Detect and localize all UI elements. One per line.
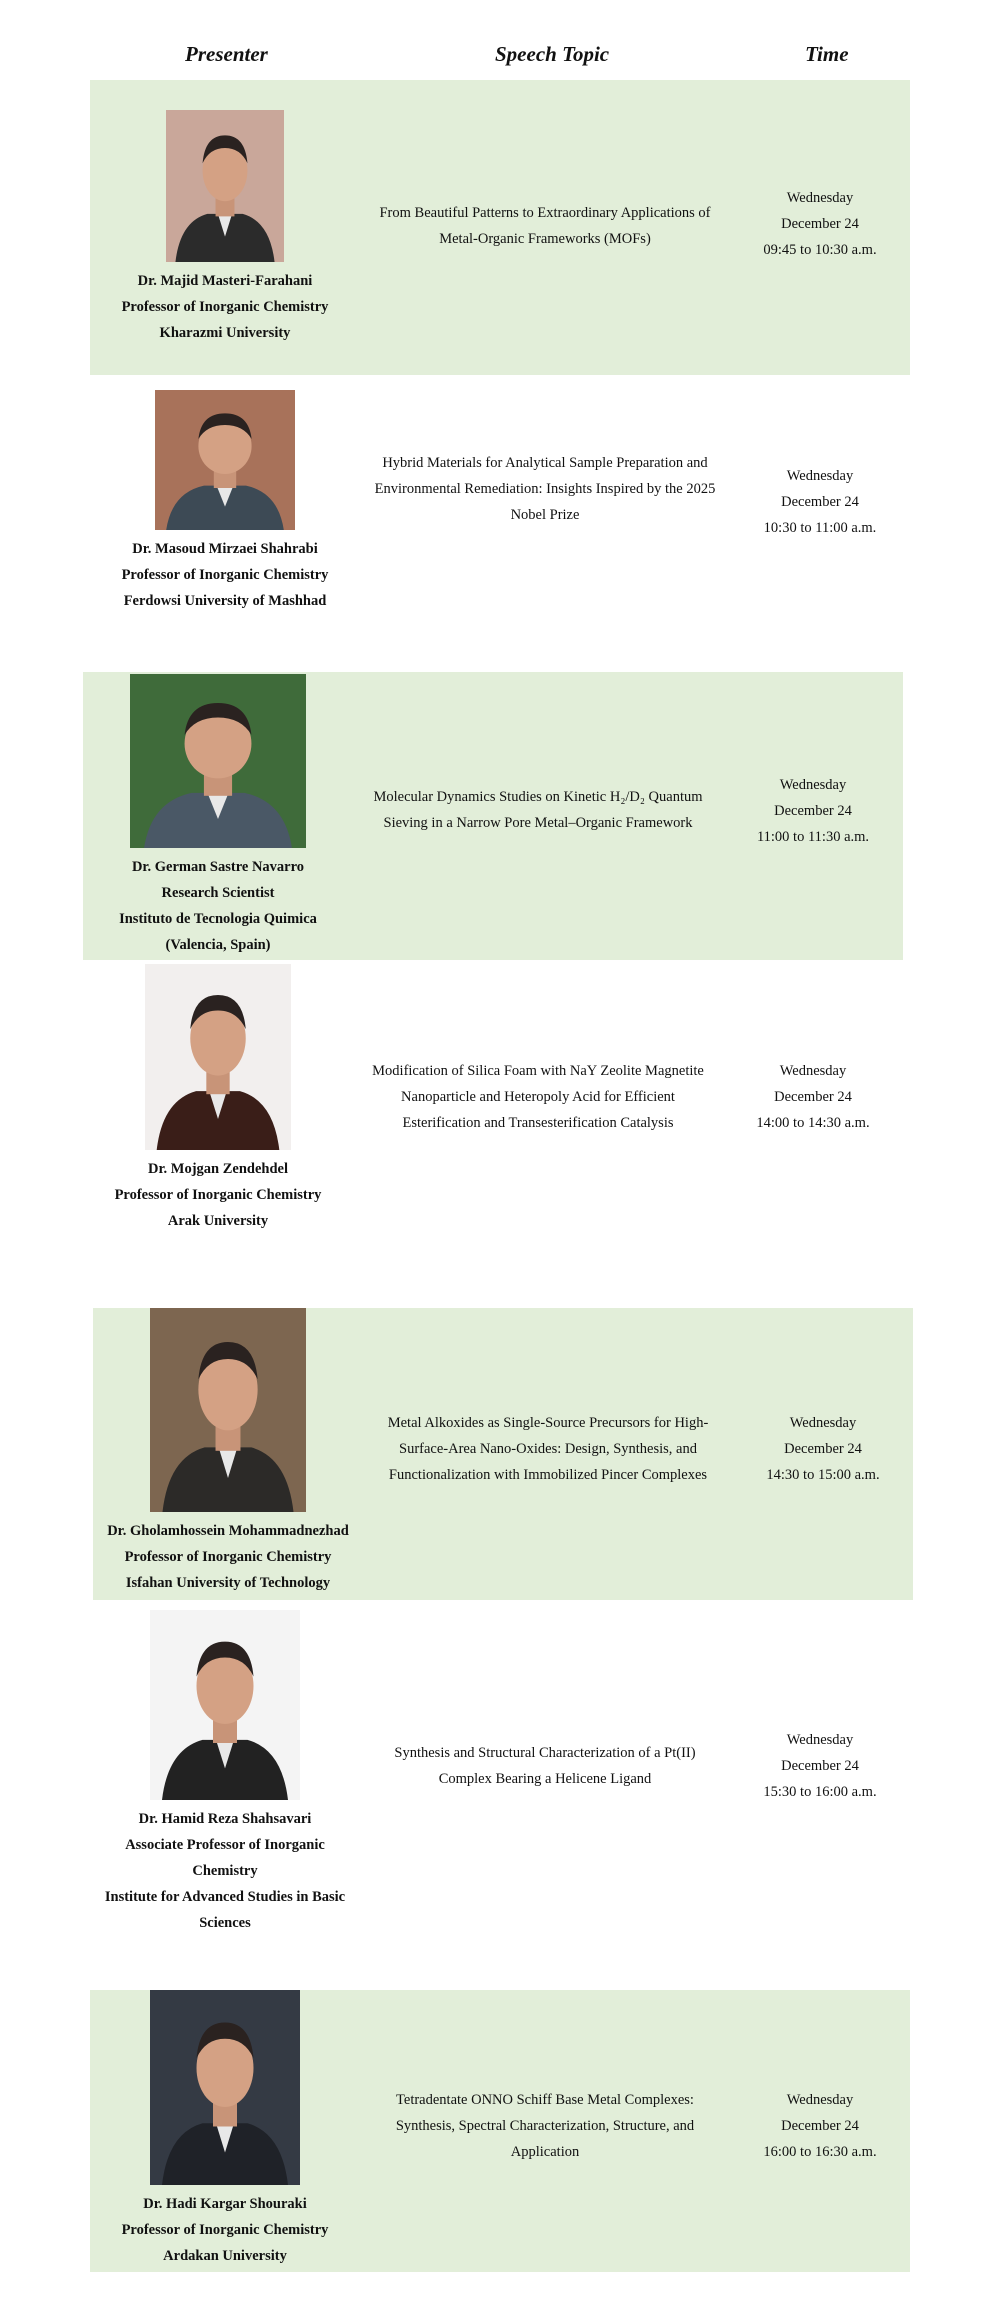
speech-topic-line: Tetradentate ONNO Schiff Base Metal Complexes: [396, 2092, 694, 2108]
time-slot: 14:00 to 14:30 a.m. [756, 1115, 870, 1131]
speech-topic-line: From Beautiful Patterns to Extraordinary Applications of [379, 205, 711, 221]
table-row [90, 378, 910, 648]
table-header [90, 36, 910, 81]
presenter-role: Professor of Inorganic Chemistry [121, 2222, 329, 2238]
presenter-info [83, 854, 353, 958]
time-slot: 15:30 to 16:00 a.m. [763, 1784, 877, 1800]
speech-topic-line: Surface-Area Nano-Oxides: Design, Synthesis, and [399, 1441, 697, 1457]
presenter-name: Dr. Masoud Mirzaei Shahrabi [132, 541, 318, 557]
speech-topic [365, 2087, 725, 2165]
presenter-photo [130, 674, 306, 848]
time-slot: 16:00 to 16:30 a.m. [763, 2144, 877, 2160]
presenter-info [90, 536, 360, 614]
presenter-info [83, 1156, 353, 1234]
presenter-name: Dr. Mojgan Zendehdel [147, 1161, 289, 1177]
speech-topic-line: Hybrid Materials for Analytical Sample Preparation and [382, 455, 708, 471]
presenter-role: Professor of Inorganic Chemistry [114, 1187, 322, 1203]
presenter-name: Dr. Majid Masteri-Farahani [137, 273, 313, 289]
time-date: December 24 [774, 803, 852, 819]
portrait-graphic [166, 110, 284, 262]
portrait-graphic [150, 1610, 300, 1800]
presenter-cell [90, 390, 360, 614]
time-slot: 09:45 to 10:30 a.m. [763, 242, 877, 258]
presenter-photo [145, 964, 291, 1150]
time-day: Wednesday [779, 1063, 847, 1079]
speech-topic-line: Environmental Remediation: Insights Inspired by the 2025 [374, 481, 716, 497]
presenter-photo [150, 1610, 300, 1800]
presenter-affiliation: (Valencia, Spain) [165, 937, 271, 953]
time-day: Wednesday [786, 468, 854, 484]
presenter-affiliation: Ardakan University [163, 2248, 287, 2264]
presenter-affiliation: Kharazmi University [159, 325, 291, 341]
time-day: Wednesday [779, 777, 847, 793]
time-column-header: Time [805, 42, 849, 66]
portrait-graphic [145, 964, 291, 1150]
presenter-info [90, 1806, 360, 1936]
topic-column-header: Speech Topic [495, 42, 610, 66]
speech-topic-line: Sieving in a Narrow Pore Metal–Organic Framework [383, 815, 693, 831]
time-day: Wednesday [789, 1415, 857, 1431]
speech-topic-line: Complex Bearing a Helicene Ligand [438, 1771, 652, 1787]
time-day: Wednesday [786, 1732, 854, 1748]
speech-topic [365, 200, 725, 252]
speech-topic-line: Molecular Dynamics Studies on Kinetic H₂/D₂ Quantum [373, 789, 703, 805]
speech-time [723, 1058, 903, 1136]
speech-topic-line: Application [510, 2144, 580, 2160]
table-row [83, 962, 903, 1252]
speech-topic [368, 1410, 728, 1488]
portrait-graphic [150, 1990, 300, 2185]
presenter-cell [93, 1308, 363, 1596]
speech-time [730, 185, 910, 263]
speech-topic-line: Nobel Prize [510, 507, 580, 523]
presenter-role: Professor of Inorganic Chemistry [121, 567, 329, 583]
speech-time [730, 1727, 910, 1805]
speech-topic-line: Nanoparticle and Heteropoly Acid for Efficient [401, 1089, 675, 1105]
presenter-photo [150, 1990, 300, 2185]
presenter-cell [90, 1990, 360, 2269]
speech-time [730, 2087, 910, 2165]
presenter-affiliation: Chemistry [192, 1863, 258, 1879]
presenter-info [93, 1518, 363, 1596]
presenter-info [90, 2191, 360, 2269]
presenter-name: Dr. German Sastre Navarro [131, 859, 305, 875]
presenter-affiliation: Instituto de Tecnologia Quimica [119, 911, 317, 927]
speech-time [733, 1410, 913, 1488]
speech-topic [358, 1058, 718, 1136]
presenter-affiliation: Isfahan University of Technology [125, 1575, 331, 1591]
presenter-cell [83, 964, 353, 1234]
speech-topic-line: Esterification and Transesterification Catalysis [402, 1115, 674, 1131]
time-day: Wednesday [786, 2092, 854, 2108]
speech-topic [365, 1740, 725, 1792]
table-row [90, 1990, 910, 2272]
presenter-cell [90, 1610, 360, 1936]
portrait-graphic [150, 1308, 306, 1512]
presenter-role: Professor of Inorganic Chemistry [124, 1549, 332, 1565]
presenter-photo [155, 390, 295, 530]
speech-topic-line: Metal Alkoxides as Single-Source Precursors for High- [387, 1415, 709, 1431]
table-row [90, 1607, 910, 1952]
presenter-photo [150, 1308, 306, 1512]
presenter-role: Professor of Inorganic Chemistry [121, 299, 329, 315]
presenter-role: Associate Professor of Inorganic [125, 1837, 325, 1853]
presenter-name: Dr. Hamid Reza Shahsavari [138, 1811, 312, 1827]
speech-topic-line: Modification of Silica Foam with NaY Zeolite Magnetite [372, 1063, 704, 1079]
time-date: December 24 [774, 1089, 852, 1105]
time-date: December 24 [784, 1441, 862, 1457]
portrait-graphic [130, 674, 306, 848]
portrait-graphic [155, 390, 295, 530]
time-date: December 24 [781, 494, 859, 510]
time-date: December 24 [781, 216, 859, 232]
presenter-name: Dr. Gholamhossein Mohammadnezhad [107, 1523, 349, 1539]
presenter-cell [83, 674, 353, 958]
speech-time [723, 772, 903, 850]
time-slot: 14:30 to 15:00 a.m. [766, 1467, 880, 1483]
table-row [90, 80, 910, 375]
table-row [83, 672, 903, 960]
time-slot: 11:00 to 11:30 a.m. [756, 829, 870, 845]
presenter-affiliation: Arak University [167, 1213, 269, 1229]
presenter-affiliation: Sciences [199, 1915, 251, 1931]
time-slot: 10:30 to 11:00 a.m. [763, 520, 877, 536]
speech-topic [358, 784, 718, 836]
time-day: Wednesday [786, 190, 854, 206]
presenter-affiliation: Institute for Advanced Studies in Basic [104, 1889, 346, 1905]
speech-topic-line: Metal-Organic Frameworks (MOFs) [439, 231, 651, 247]
presenter-info [90, 268, 360, 346]
speech-topic-line: Synthesis, Spectral Characterization, Structure, and [395, 2118, 695, 2134]
presenter-affiliation: Ferdowsi University of Mashhad [123, 593, 327, 609]
presenter-name: Dr. Hadi Kargar Shouraki [143, 2196, 307, 2212]
presenter-cell [90, 110, 360, 346]
speech-topic-line: Functionalization with Immobilized Pincer Complexes [388, 1467, 708, 1483]
speech-time [730, 463, 910, 541]
presenter-column-header: Presenter [185, 42, 268, 66]
time-date: December 24 [781, 2118, 859, 2134]
table-row [93, 1308, 913, 1600]
presenter-photo [166, 110, 284, 262]
speech-topic-line: Synthesis and Structural Characterization of a Pt(II) [394, 1745, 696, 1761]
presenter-role: Research Scientist [161, 885, 275, 901]
speech-topic [365, 450, 725, 528]
time-date: December 24 [781, 1758, 859, 1774]
